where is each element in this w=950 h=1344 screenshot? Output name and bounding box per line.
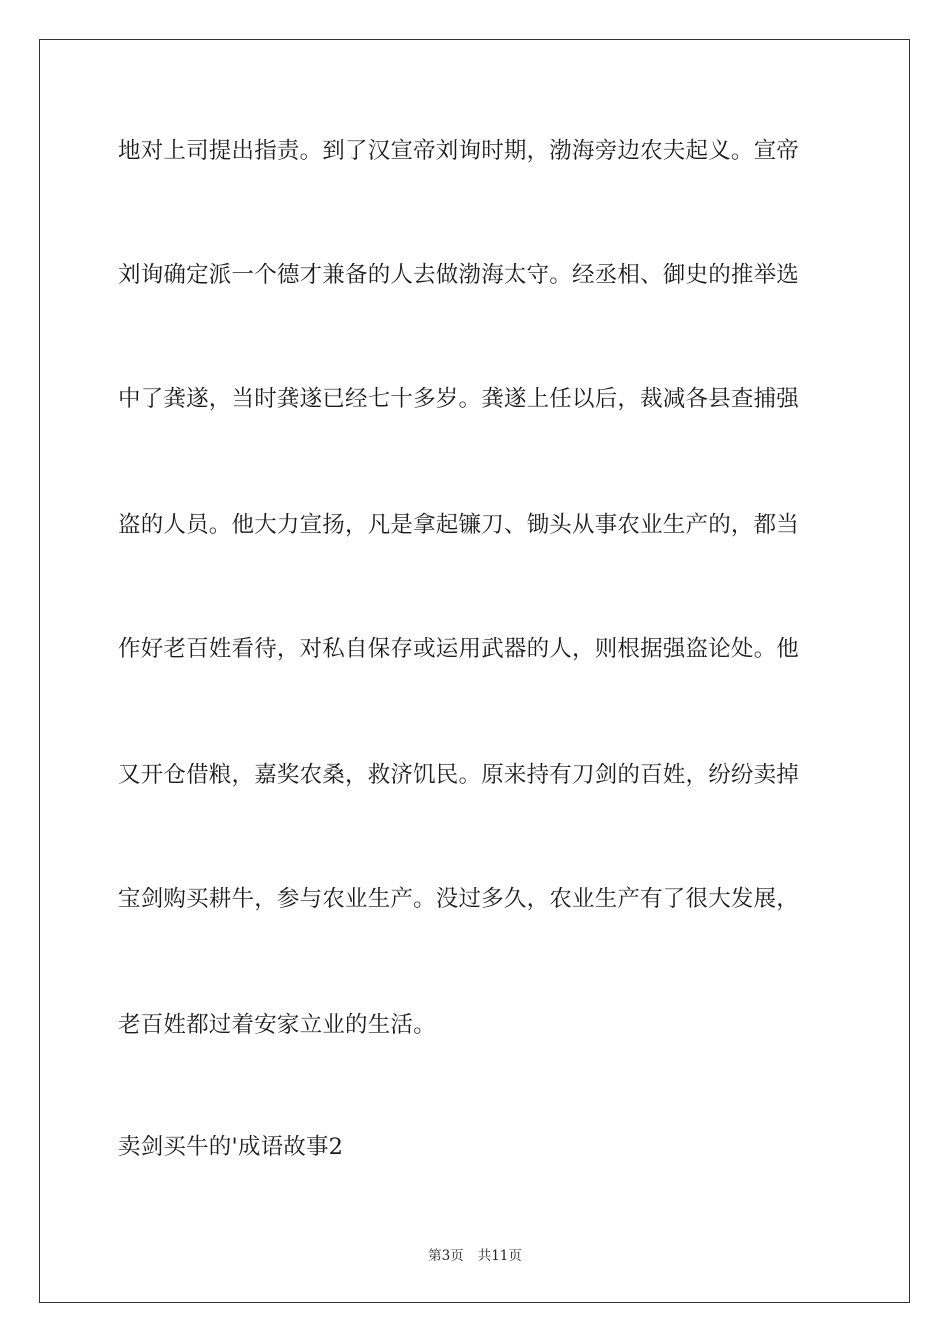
body-text-line: 刘询确定派一个德才兼备的人去做渤海太守。经丞相、御史的推举选 — [118, 262, 800, 288]
page-footer — [0, 1247, 950, 1265]
body-text-line: 宝剑购买耕牛，参与农业生产。没过多久，农业生产有了很大发展， — [118, 886, 800, 912]
page-total: 共11页 — [477, 1248, 522, 1264]
body-text-line: 又开仓借粮，嘉奖农桑，救济饥民。原来持有刀剑的百姓，纷纷卖掉 — [118, 762, 800, 788]
body-text-line: 盗的人员。他大力宣扬，凡是拿起镰刀、锄头从事农业生产的，都当 — [118, 512, 800, 538]
page-border — [39, 39, 910, 1303]
page-number: 第3页 — [428, 1248, 464, 1264]
body-text-line: 中了龚遂，当时龚遂已经七十多岁。龚遂上任以后，裁减各县查捕强 — [118, 386, 800, 412]
section-heading: 卖剑买牛的'成语故事2 — [118, 1134, 344, 1160]
body-text-line: 老百姓都过着安家立业的生活。 — [118, 1012, 436, 1038]
body-text-line: 作好老百姓看待，对私自保存或运用武器的人，则根据强盗论处。他 — [118, 636, 800, 662]
body-text-line: 地对上司提出指责。到了汉宣帝刘询时期，渤海旁边农夫起义。宣帝 — [118, 138, 800, 164]
